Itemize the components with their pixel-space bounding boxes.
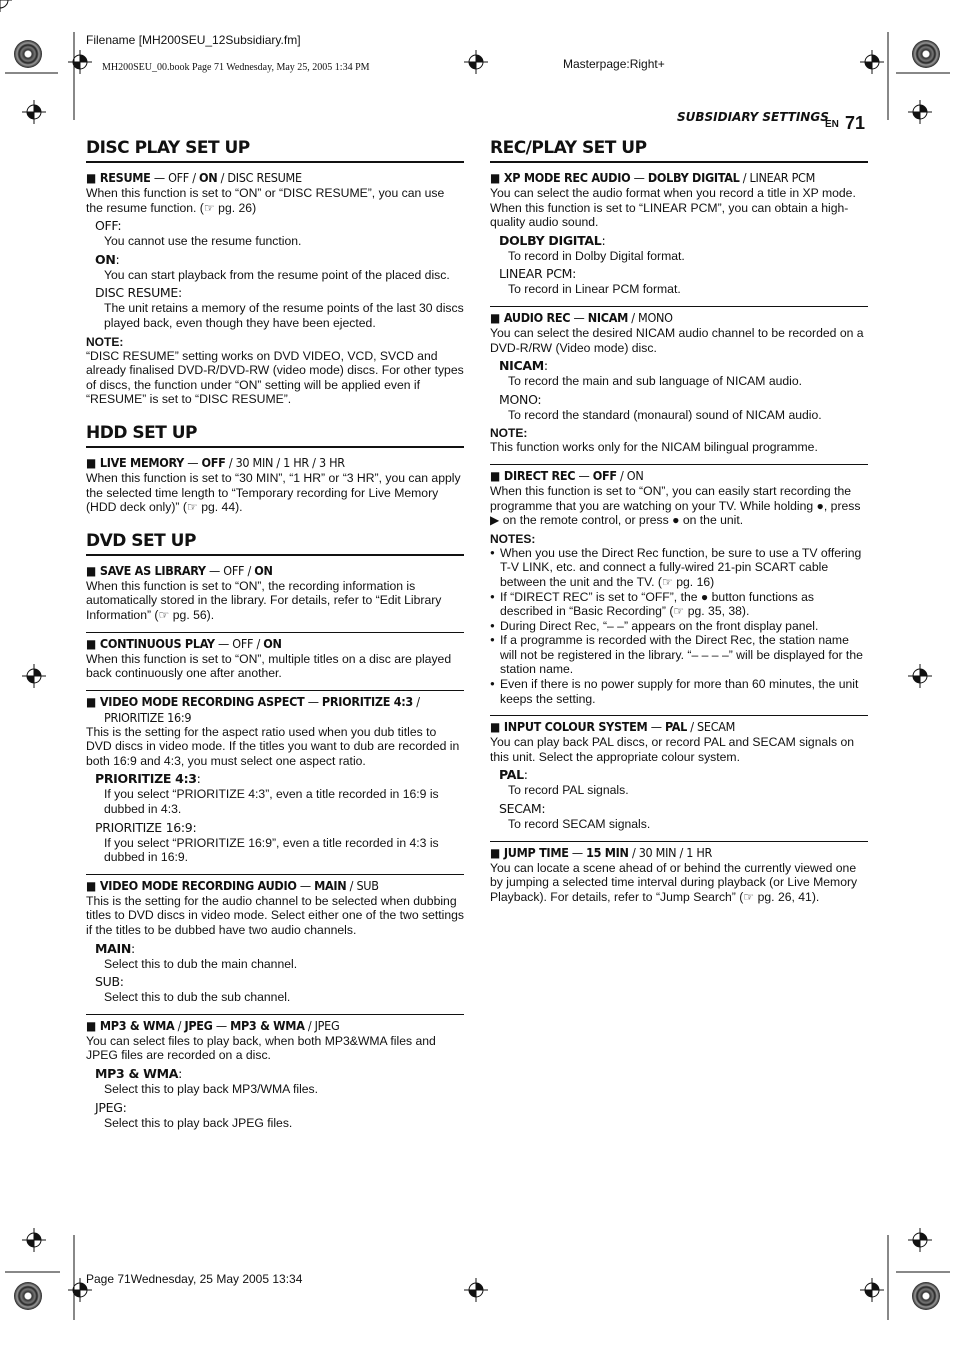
option-description: Select this to play back JPEG files. (104, 1115, 293, 1130)
option-label: NICAM: (499, 358, 548, 374)
option-description: To record the standard (monaural) sound of NICAM audio. (508, 407, 822, 422)
option-label: OFF: (95, 218, 122, 234)
note-text: “DISC RESUME” setting works on DVD VIDEO, VCD, SVCD and already finalised DVD-R/DVD-RW (video mode) discs. For other types of discs, the function under “ON” setting will be applied even if “RESUME” is set to “DISC RESUME”. (86, 348, 464, 407)
square-bullet-icon: ■ (86, 171, 96, 185)
option-description: You can start playback from the resume point of the placed disc. (104, 267, 450, 282)
section-title-dvd: DVD SET UP (86, 525, 464, 556)
option-description: If you select “PRIORITIZE 4:3”, even a title recorded in 16:9 is dubbed in 4:3. (104, 787, 439, 817)
language-badge: EN (825, 119, 839, 130)
option-description: You cannot use the resume function. (104, 234, 302, 249)
filename-label: Filename [MH200SEU_12Subsidiary.fm] (86, 33, 301, 47)
note-text: This function works only for the NICAM bilingual programme. (490, 440, 818, 455)
setting-description: You can play back PAL discs, or record PAL and SECAM signals on this unit. Select the appropriate colour system. (490, 735, 855, 764)
square-bullet-icon: ■ (490, 720, 500, 735)
square-bullet-icon: ■ (490, 468, 500, 483)
setting-description: You can select files to play back, when both MP3&WMA files and JPEG files are recorded on a disc. (86, 1033, 436, 1063)
setting-jump-time (490, 841, 868, 905)
setting-description: This is the setting for the audio channel to be selected when dubbing titles to DVD discs in video mode. Select either one of the two settings if the titles to be dubbed have two audio channels. (86, 893, 465, 938)
setting-heading: ■ JUMP TIME — 15 MIN / 30 MIN / 1 HR (490, 844, 713, 860)
setting-mp3-jpeg (86, 1014, 464, 1130)
option-description: The unit retains a memory of the resume points of the last 30 discs played back, even though they have been ejected. (104, 301, 464, 330)
option-label: JPEG: (95, 1099, 127, 1115)
setting-input-colour-system (490, 715, 868, 831)
option-label: SUB: (95, 974, 124, 990)
masterpage-label: Masterpage:Right+ (563, 57, 665, 71)
option-label: DOLBY DIGITAL: (499, 232, 606, 248)
running-section-title: SUBSIDIARY SETTINGS (677, 110, 829, 124)
square-bullet-icon: ■ (490, 310, 500, 325)
note-item: ● If “DIRECT REC” is set to “OFF”, the ● button functions as described in “Basic Recording” (☞ pg. 35, 38). (490, 590, 868, 619)
setting-heading: ■ VIDEO MODE RECORDING ASPECT — PRIORITIZE 4:3 / PRIORITIZE 16:9 (86, 693, 420, 725)
setting-save-as-library (86, 560, 464, 623)
setting-heading: ■ SAVE AS LIBRARY — OFF / ON (86, 562, 273, 578)
note-item: ● If a programme is recorded with the Direct Rec, the station name will not be registered in the library. “– – – –” will be displayed for the station name. (490, 633, 868, 677)
option-label: MAIN: (95, 940, 135, 956)
note-item: ● During Direct Rec, “– –” appears on the front display panel. (490, 619, 868, 634)
square-bullet-icon: ■ (86, 455, 96, 470)
option-label: SECAM: (499, 801, 546, 817)
option-label: MP3 & WMA: (95, 1066, 183, 1081)
notes-title: NOTES: (490, 531, 536, 546)
note-title: NOTE: (490, 426, 528, 441)
square-bullet-icon: ■ (490, 845, 500, 860)
setting-heading: ■ VIDEO MODE RECORDING AUDIO — MAIN / SUB (86, 877, 379, 893)
setting-heading: ■ LIVE MEMORY — OFF / 30 MIN / 1 HR / 3 HR (86, 454, 345, 470)
setting-description: You can select the audio format when you record a title in XP mode. When this function is set to “LINEAR PCM”, you can obtain a high-quality audio sound. (490, 186, 856, 230)
setting-heading: ■ AUDIO REC — NICAM / MONO (490, 309, 673, 325)
setting-continuous-play (86, 632, 464, 681)
left-column (86, 132, 464, 1130)
option-description: To record the main and sub language of NICAM audio. (508, 374, 803, 389)
option-label: ON: (95, 251, 120, 267)
option-label: PRIORITIZE 16:9: (95, 819, 197, 835)
setting-description: When this function is set to “ON”, the recording information is automatically stored in the library. For details, refer to “Edit Library Information” (☞ pg. 56). (86, 578, 442, 622)
option-description: Select this to dub the sub channel. (104, 990, 291, 1005)
square-bullet-icon: ■ (86, 694, 96, 709)
setting-heading: ■ CONTINUOUS PLAY — OFF / ON (86, 635, 282, 651)
section-title-disc-play: DISC PLAY SET UP (86, 132, 464, 163)
page-number: 71 (845, 113, 866, 133)
note-item: ● When you use the Direct Rec function, be sure to use a TV offering T-V LINK, etc. and connect a fully-wired 21-pin SCART cable between the unit and the TV. (☞ pg. 16) (490, 546, 868, 590)
option-label: DISC RESUME: (95, 285, 182, 301)
right-column (490, 132, 868, 904)
setting-heading: ■ MP3 & WMA / JPEG — MP3 & WMA / JPEG (86, 1017, 340, 1033)
setting-heading: ■ XP MODE REC AUDIO — DOLBY DIGITAL / LINEAR PCM (490, 170, 816, 185)
setting-description: When this function is set to “ON”, you can easily start recording the programme that you are watching on your TV. While holding ●, press ▶ on the remote control, or press ● on the unit. (490, 483, 861, 528)
setting-xp-mode-rec-audio (490, 167, 868, 297)
notes-list (490, 546, 868, 707)
note-item: ● Even if there is no power supply for more than 60 minutes, the unit keeps the setting. (490, 677, 868, 706)
setting-recording-audio (86, 874, 464, 1005)
option-description: If you select “PRIORITIZE 16:9”, even a title recorded in 4:3 is dubbed in 16:9. (104, 835, 439, 865)
square-bullet-icon: ■ (86, 1018, 96, 1033)
section-title-rec-play: REC/PLAY SET UP (490, 132, 868, 163)
option-description: To record in Linear PCM format. (508, 282, 681, 297)
setting-heading: ■ RESUME — OFF / ON / DISC RESUME (86, 170, 302, 185)
option-description: Select this to dub the main channel. (104, 956, 298, 971)
option-description: To record PAL signals. (508, 783, 629, 798)
option-label: PAL: (499, 767, 528, 783)
option-label: PRIORITIZE 4:3: (95, 771, 201, 787)
setting-description: When this function is set to “ON”, multiple titles on a disc are played back continuously one after another. (86, 651, 452, 681)
square-bullet-icon: ■ (86, 563, 96, 578)
setting-description: You can locate a scene ahead of or behind the currently viewed one by jumping a selected time interval during playback (or Live Memory Playback). For details, refer to “Jump Search” (☞ pg. 26, 41). (490, 860, 858, 904)
option-label: LINEAR PCM: (499, 266, 577, 282)
setting-heading: ■ DIRECT REC — OFF / ON (490, 467, 644, 483)
square-bullet-icon: ■ (490, 171, 500, 185)
footer-timestamp: Page 71Wednesday, 25 May 2005 13:34 (86, 1272, 303, 1286)
book-info: MH200SEU_00.book Page 71 Wednesday, May 25, 2005 1:34 PM (102, 62, 370, 73)
note-title: NOTE: (86, 334, 124, 349)
square-bullet-icon: ■ (86, 878, 96, 893)
setting-heading: ■ INPUT COLOUR SYSTEM — PAL / SECAM (490, 719, 736, 735)
setting-description: This is the setting for the aspect ratio used when you dub titles to DVD discs in video mode. If the titles you want to dub are recorded in both 16:9 and 4:3, you must select one aspect ratio. (86, 724, 460, 768)
setting-description: When this function is set to “30 MIN”, “1 HR” or “3 HR”, you can apply the selected time length to “Temporary recording for Live Memory (HDD deck only)” (☞ pg. 44). (86, 470, 461, 515)
setting-live-memory (86, 452, 464, 515)
option-description: To record SECAM signals. (508, 817, 651, 832)
setting-recording-aspect (86, 690, 464, 865)
option-label: MONO: (499, 391, 542, 407)
setting-resume (86, 167, 464, 407)
setting-audio-rec (490, 306, 868, 455)
setting-direct-rec (490, 464, 868, 706)
option-description: Select this to play back MP3/WMA files. (104, 1082, 319, 1096)
setting-description: When this function is set to “ON” or “DISC RESUME”, you can use the resume function. (☞ pg. 26) (86, 186, 445, 215)
square-bullet-icon: ■ (86, 636, 96, 651)
section-title-hdd: HDD SET UP (86, 417, 464, 448)
option-description: To record in Dolby Digital format. (508, 248, 685, 263)
setting-description: You can select the desired NICAM audio channel to be recorded on a DVD-R/RW (Video mode) disc. (490, 325, 864, 355)
